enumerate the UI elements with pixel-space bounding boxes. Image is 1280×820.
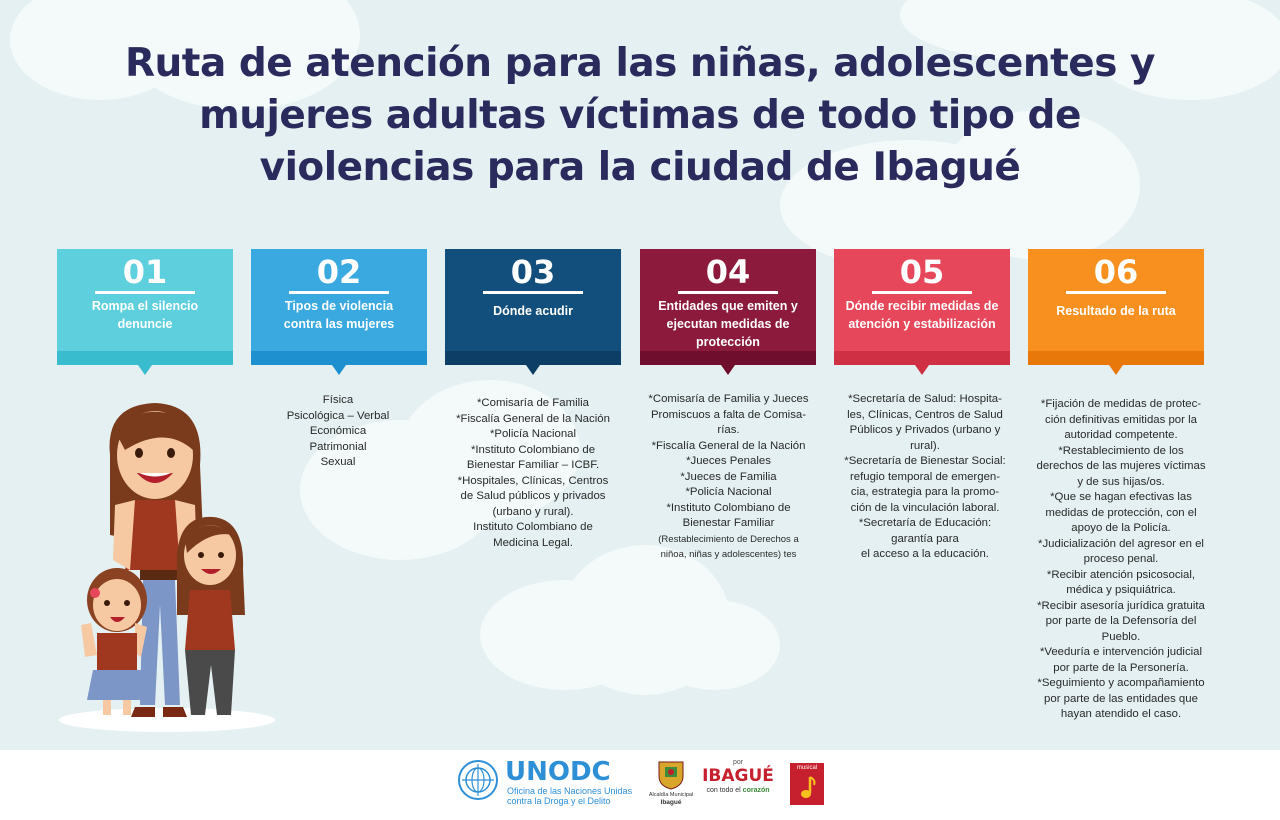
unodc-name: UNODC <box>505 757 611 787</box>
description-line: *Secretaría de Salud: Hospita- <box>848 393 1002 405</box>
step-card-3 <box>445 249 621 365</box>
step-number: 06 <box>1093 253 1139 291</box>
description-line: el acceso a la educación. <box>861 548 989 560</box>
ibague-slogan-top: por <box>732 759 744 766</box>
ibague-slogan-main: IBAGUÉ <box>702 766 774 786</box>
description-line: Medicina Legal. <box>493 536 573 549</box>
step-arrow <box>915 365 929 375</box>
step-label-line: denuncie <box>117 317 173 331</box>
description-line: rías. <box>717 424 740 436</box>
description-line: *Instituto Colombiano de <box>666 501 791 514</box>
step-number-underline <box>872 291 972 294</box>
step-label-line: protección <box>696 335 760 349</box>
description-line: *Jueces Penales <box>686 455 771 467</box>
family-illustration <box>55 395 280 735</box>
step-card-2 <box>251 249 427 365</box>
title-line-2: mujeres adultas víctimas de todo tipo de <box>199 93 1081 138</box>
step-number: 01 <box>122 253 168 291</box>
description-line: Bienestar Familiar <box>682 517 775 529</box>
description-line: les, Clínicas, Centros de Salud <box>847 408 1003 421</box>
description-line: de Salud públicos y privados <box>460 490 606 502</box>
title-line-1: Ruta de atención para las niñas, adolescentes y <box>125 41 1155 86</box>
step-5-description <box>833 392 1017 563</box>
step-arrow <box>1109 365 1123 375</box>
step-label-line: Tipos de violencia <box>284 299 394 313</box>
step-strip <box>834 351 1010 365</box>
ibague-slogan-sub-a: con todo el <box>706 787 743 794</box>
step-label <box>255 297 423 333</box>
background-cloud <box>650 600 780 690</box>
description-line: *Fiscalía General de la Nación <box>456 412 610 425</box>
description-line: *Recibir atención psicosocial, <box>1046 568 1196 581</box>
description-line: Públicos y Privados (urbano y <box>849 424 1001 436</box>
step-number-underline <box>678 291 778 294</box>
musical-logo <box>790 763 824 805</box>
step-number: 02 <box>316 253 362 291</box>
step-number: 05 <box>899 253 945 291</box>
step-card-1 <box>57 249 233 365</box>
description-line: (Restablecimiento de Derechos a <box>658 533 799 545</box>
description-line: *Seguimiento y acompañamiento <box>1037 677 1205 689</box>
step-label <box>449 302 617 320</box>
step-arrow <box>138 365 152 375</box>
step-label <box>644 297 812 351</box>
description-line: cia, estrategia para la promo- <box>850 486 1000 498</box>
step-label <box>61 297 229 333</box>
description-line: niñoa, niñas y adolescentes) tes <box>660 549 797 560</box>
step-strip <box>640 351 816 365</box>
description-line: por parte de las entidades que <box>1044 692 1198 705</box>
description-line: rural). <box>910 439 940 452</box>
description-line: *Que se hagan efectivas las <box>1050 491 1192 503</box>
step-label-line: atención y estabilización <box>848 317 996 331</box>
description-line: por parte de la Defensoría del <box>1045 615 1197 627</box>
description-line: Instituto Colombiano de <box>473 521 593 533</box>
description-line: ción definitivas emitidas por la <box>1045 413 1197 426</box>
description-line: *Policía Nacional <box>685 486 772 498</box>
step-label-line: contra las mujeres <box>283 317 395 331</box>
step-number-underline <box>289 291 389 294</box>
description-line: *Jueces de Familia <box>680 470 777 483</box>
step-number-underline <box>483 291 583 294</box>
description-line: *Recibir asesoría jurídica gratuita <box>1037 599 1205 612</box>
description-line: Física <box>322 394 354 406</box>
description-line: (urbano y rural). <box>492 505 574 518</box>
step-number: 03 <box>510 253 556 291</box>
description-line: medidas de protección, con el <box>1045 506 1197 519</box>
unodc-line-2: contra la Droga y el Delito <box>507 796 611 806</box>
step-3-description <box>445 396 621 551</box>
step-card-6 <box>1028 249 1204 365</box>
title-line-3: violencias para la ciudad de Ibagué <box>259 145 1021 190</box>
step-arrow <box>332 365 346 375</box>
step-strip <box>445 351 621 365</box>
description-line: Patrimonial <box>309 440 367 453</box>
step-label-line: Entidades que emiten y <box>658 299 798 313</box>
description-line: ción de la vinculación laboral. <box>850 501 1000 514</box>
ibague-slogan-sub <box>699 786 777 796</box>
description-line: *Comisaría de Familia y Jueces <box>648 393 809 405</box>
step-strip <box>251 351 427 365</box>
description-line: *Judicialización del agresor en el <box>1038 537 1204 550</box>
step-label <box>1032 302 1200 320</box>
step-label-line: Rompa el silencio <box>91 299 199 313</box>
description-line: apoyo de la Policía. <box>1071 522 1171 534</box>
description-line: *Instituto Colombiano de <box>470 443 596 456</box>
step-card-5 <box>834 249 1010 365</box>
step-strip <box>57 351 233 365</box>
description-line: *Fiscalía General de la Nación <box>651 439 806 452</box>
step-arrow <box>526 365 540 375</box>
step-arrow <box>721 365 735 375</box>
description-line: hayan atendido el caso. <box>1060 708 1182 720</box>
description-line: *Secretaría de Bienestar Social: <box>844 455 1006 467</box>
description-line: *Secretaría de Educación: <box>858 517 992 529</box>
ibague-slogan-sub-b: corazón <box>742 787 770 794</box>
description-line: por parte de la Personería. <box>1053 661 1189 674</box>
description-line: Bienestar Familiar – ICBF. <box>466 459 600 471</box>
description-line: *Policía Nacional <box>489 428 577 440</box>
step-card-4 <box>640 249 816 365</box>
step-number-underline <box>1066 291 1166 294</box>
description-line: refugio temporal de emergen- <box>849 470 1001 483</box>
step-label <box>838 297 1006 333</box>
description-line: Económica <box>309 425 367 437</box>
alcaldia-line-2: Ibagué <box>660 799 682 806</box>
step-label-line: Dónde recibir medidas de <box>845 299 999 313</box>
step-strip <box>1028 351 1204 365</box>
description-line: autoridad competente. <box>1064 429 1178 441</box>
description-line: *Fijación de medidas de protec- <box>1040 398 1202 410</box>
ibague-coat-of-arms-icon <box>656 758 686 790</box>
description-line: garantía para <box>891 532 959 545</box>
description-line: Promiscuos a falta de Comisa- <box>650 408 807 421</box>
description-line: Pueblo. <box>1101 630 1141 643</box>
step-4-description <box>637 392 820 563</box>
step-label-line: Resultado de la ruta <box>1056 304 1176 318</box>
footer <box>0 750 1280 820</box>
step-number: 04 <box>705 253 751 291</box>
description-line: médica y psiquiátrica. <box>1066 584 1176 596</box>
unodc-line-1: Oficina de las Naciones Unidas <box>507 786 633 796</box>
ibague-slogan-logo <box>699 758 777 802</box>
description-line: Sexual <box>320 456 356 468</box>
description-line: *Comisaría de Familia <box>476 397 590 409</box>
description-line: *Veeduría e intervención judicial <box>1039 646 1203 658</box>
alcaldia-line-1: Alcaldía Municipal <box>648 792 694 798</box>
step-label-line: ejecutan medidas de <box>666 317 790 331</box>
description-line: Psicológica – Verbal <box>286 409 390 422</box>
description-line: *Restablecimiento de los <box>1058 444 1184 457</box>
page-title <box>100 38 1180 194</box>
step-6-description <box>1027 397 1215 723</box>
musical-logo-text: musical <box>796 765 818 771</box>
un-emblem-icon <box>457 759 499 801</box>
step-label-line: Dónde acudir <box>493 304 573 318</box>
step-number-underline <box>95 291 195 294</box>
music-note-icon <box>798 775 818 801</box>
description-line: derechos de las mujeres víctimas <box>1036 460 1206 472</box>
description-line: y de sus hijas/os. <box>1077 475 1165 488</box>
description-line: proceso penal. <box>1083 553 1159 565</box>
description-line: *Hospitales, Clínicas, Centros <box>457 474 609 487</box>
